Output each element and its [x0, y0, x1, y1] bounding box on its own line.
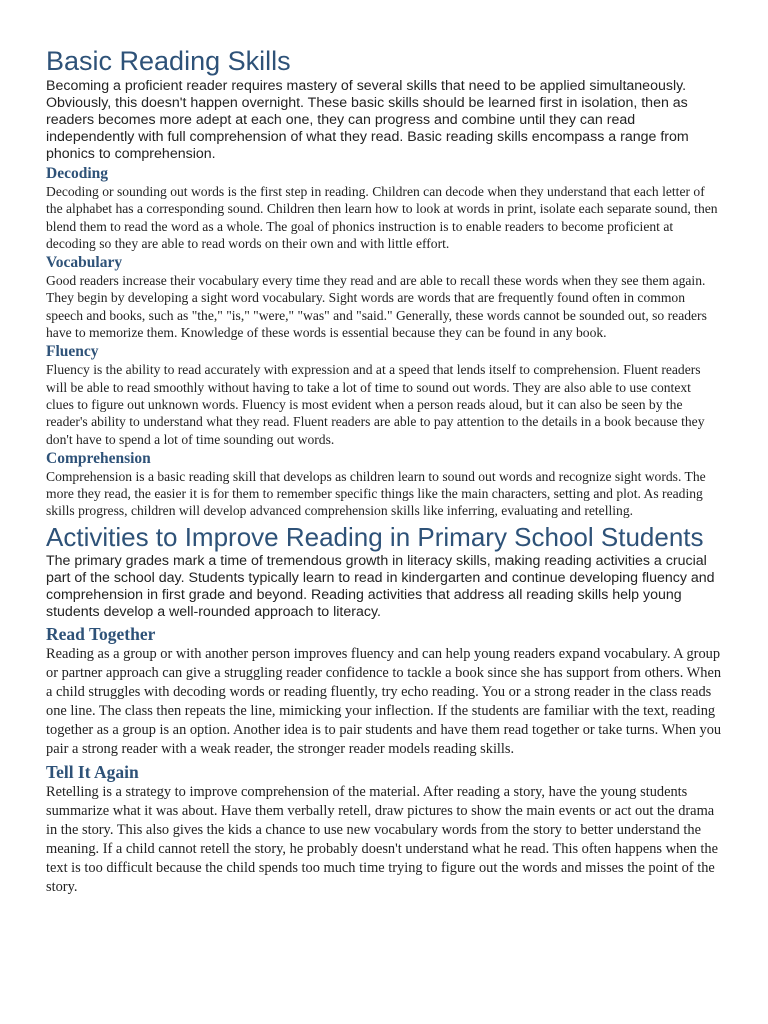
paragraph-read-together: Reading as a group or with another person improves fluency and can help young readers expand vocabulary. A group or partner approach can give a struggling reader confidence to tackle a book since she has support from others. When a child struggles with decoding words or reading fluently, try echo reading. You or a strong reader in the class reads one line. The class then repeats the line, mimicking your inflection. If the students are familiar with the text, reading together as a group is an option. Another idea is to pair students and have them read together or take turns. When you pair a strong reader with a weak reader, the stronger reader models reading skills. — [46, 645, 722, 757]
section-title-basic-reading-skills: Basic Reading Skills — [46, 46, 291, 76]
subheading-decoding: Decoding — [46, 165, 108, 182]
subheading-fluency: Fluency — [46, 343, 99, 361]
paragraph-vocabulary: Good readers increase their vocabulary every time they read and are able to recall these words when they see them again. They begin by developing a sight word vocabulary. Sight words are words that are frequently found often in common speech and books, such as "the," "is," "were," "was" and "said." Generally, these words cannot be sounded out, so readers have to memorize them. Knowledge of these words is essential because they can be found in any book. — [46, 273, 707, 341]
paragraph-decoding: Decoding or sounding out words is the first step in reading. Children can decode when they understand that each letter of the alphabet has a corresponding sound. Children then learn how to look at words in print, isolate each separate sound, then blend them to read the word as a whole. The goal of phonics instruction is to enable readers to become proficient at decoding so they are able to read words on their own and with little effort. — [46, 184, 718, 251]
subheading-read-together: Read Together — [46, 623, 156, 644]
paragraph-fluency: Fluency is the ability to read accurately with expression and at a speed that lends itself to comprehension. Fluent readers will be able to read smoothly without having to take a lot of time to sound out words. They are also able to use context clues to figure out unknown words. Fluency is most evident when a person reads aloud, but it can also be seen by the reader's ability to understand what they read. Fluent readers are able to pay attention to the details in a book because they don't have to spend a lot of time sounding out words. — [46, 362, 705, 447]
section-intro-activities: The primary grades mark a time of tremendous growth in literacy skills, making reading activities a crucial part of the school day. Students typically learn to read in kindergarten and continue developing fluency and comprehension in first grade and beyond. Reading activities that address all reading skills help young students develop a well-rounded approach to literacy. — [46, 552, 715, 620]
paragraph-comprehension: Comprehension is a basic reading skill that develops as children learn to sound out words and recognize sight words. The more they read, the easier it is for them to remember specific things like the main characters, setting and plot. As reading skills progress, children will develop advanced comprehension skills like inferring, evaluating and retelling. — [46, 468, 706, 519]
subheading-vocabulary: Vocabulary — [46, 254, 123, 272]
section-intro-basic-reading-skills: Becoming a proficient reader requires mastery of several skills that need to be applied simultaneously. Obviously, this doesn't happen overnight. These basic skills should be learned first in isolation, then as readers becomes more adept at each one, they can progress and combine until they can read independently with full comprehension of what they read. Basic reading skills encompass a range from phonics to comprehension. — [46, 78, 689, 162]
section-title-activities: Activities to Improve Reading in Primary School Students — [46, 521, 704, 552]
subheading-tell-it-again: Tell It Again — [46, 761, 139, 782]
subheading-comprehension: Comprehension — [46, 449, 151, 467]
paragraph-tell-it-again: Retelling is a strategy to improve comprehension of the material. After reading a story, have the young students summarize what it was about. Have them verbally retell, draw pictures to show the main events or act out the drama in the story. This also gives the kids a chance to use new vocabulary words from the story to better understand the meaning. If a child cannot retell the story, he probably doesn't understand what he read. This often happens when the text is too difficult because the child spends too much time trying to figure out the words and misses the point of the story. — [46, 783, 718, 895]
